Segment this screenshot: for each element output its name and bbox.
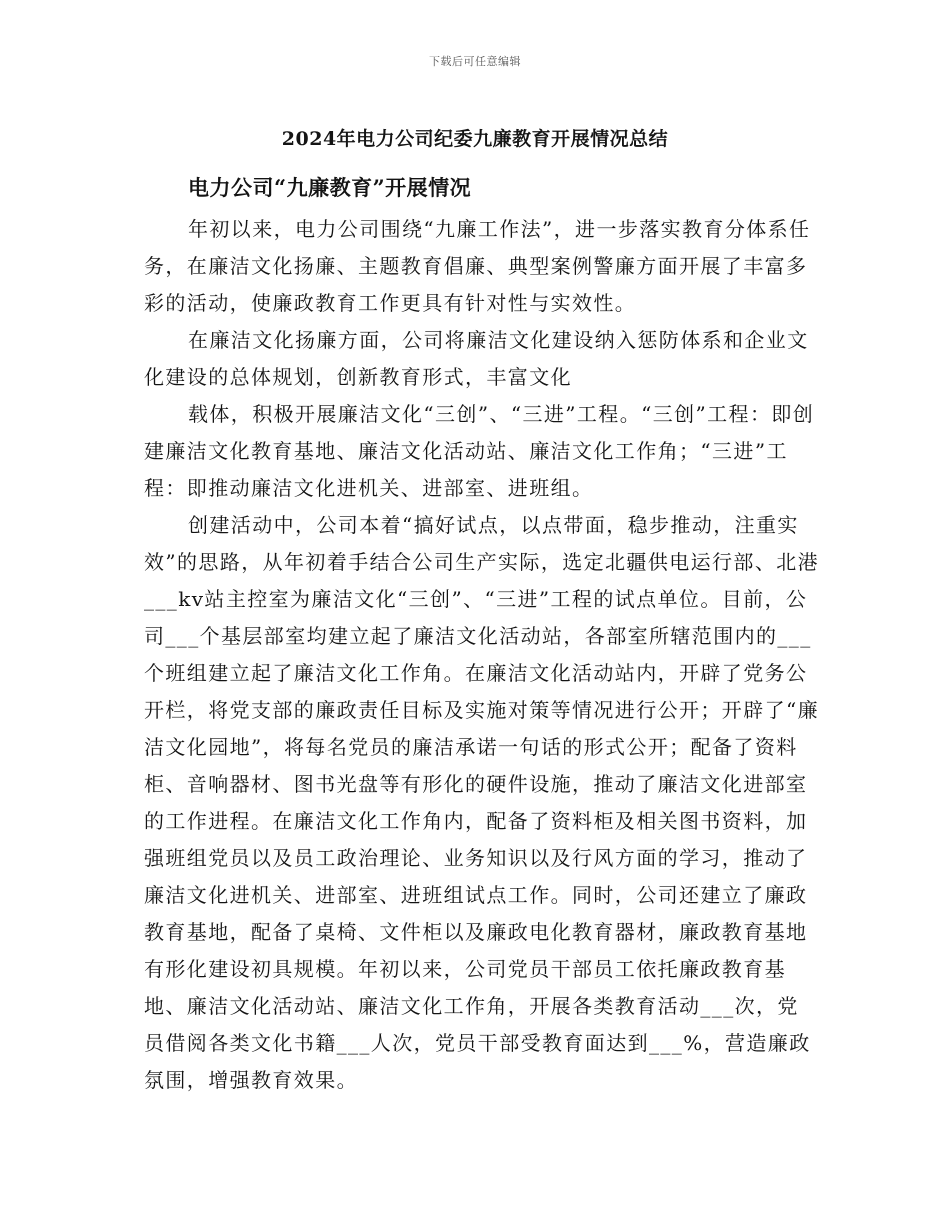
paragraph-2-text: 在廉洁文化扬廉方面，公司将廉洁文化建设纳入惩防体系和企业文化建设的总体规划，创新教育形式，丰富文化 xyxy=(144,328,809,389)
section-heading: 电力公司“九廉教育”开展情况 xyxy=(188,175,472,200)
paragraph-2 xyxy=(144,322,820,396)
document-body xyxy=(144,170,820,1099)
paragraph-3-text: 载体，积极开展廉洁文化“三创”、“三进”工程。“三创”工程：即创建廉洁文化教育基地、廉洁文化活动站、廉洁文化工作角；“三进”工程：即推动廉洁文化进机关、进部室、进班组。 xyxy=(144,402,815,500)
paragraph-3 xyxy=(144,396,820,507)
paragraph-1 xyxy=(144,211,820,322)
paragraph-1-text: 年初以来，电力公司围绕“九廉工作法”，进一步落实教育分体系任务，在廉洁文化扬廉、主题教育倡廉、典型案例警廉方面开展了丰富多彩的活动，使廉政教育工作更具有针对性与实效性。 xyxy=(144,217,811,315)
document-title: 2024年电力公司纪委九廉教育开展情况总结 xyxy=(281,128,669,150)
header-note: 下载后可任意编辑 xyxy=(429,55,521,68)
paragraph-4 xyxy=(144,507,820,1099)
paragraph-4-text: 创建活动中，公司本着“搞好试点，以点带面，稳步推动，注重实效”的思路，从年初着手结合公司生产实际，选定北疆供电运行部、北港___kv站主控室为廉洁文化“三创”、“三进”工程的试点单位。目前，公司___个基层部室均建立起了廉洁文化活动站，各部室所辖范围内的___个班组建立起了廉洁文化工作角。在廉洁文化活动站内，开辟了党务公开栏，将党支部的廉政责任目标及实施对策等情况进行公开；开辟了“廉洁文化园地”，将每名党员的廉洁承诺一句话的形式公开；配备了资料柜、音响器材、图书光盘等有形化的硬件设施，推动了廉洁文化进部室的工作进程。在廉洁文化工作角内，配备了资料柜及相关图书资料，加强班组党员以及员工政治理论、业务知识以及行风方面的学习，推动了廉洁文化进机关、进部室、进班组试点工作。同时，公司还建立了廉政教育基地，配备了桌椅、文件柜以及廉政电化教育器材，廉政教育基地有形化建设初具规模。年初以来，公司党员干部员工依托廉政教育基地、廉洁文化活动站、廉洁文化工作角，开展各类教育活动___次，党员借阅各类文化书籍___人次，党员干部受教育面达到___%，营造廉政氛围，增强教育效果。 xyxy=(144,513,820,1092)
